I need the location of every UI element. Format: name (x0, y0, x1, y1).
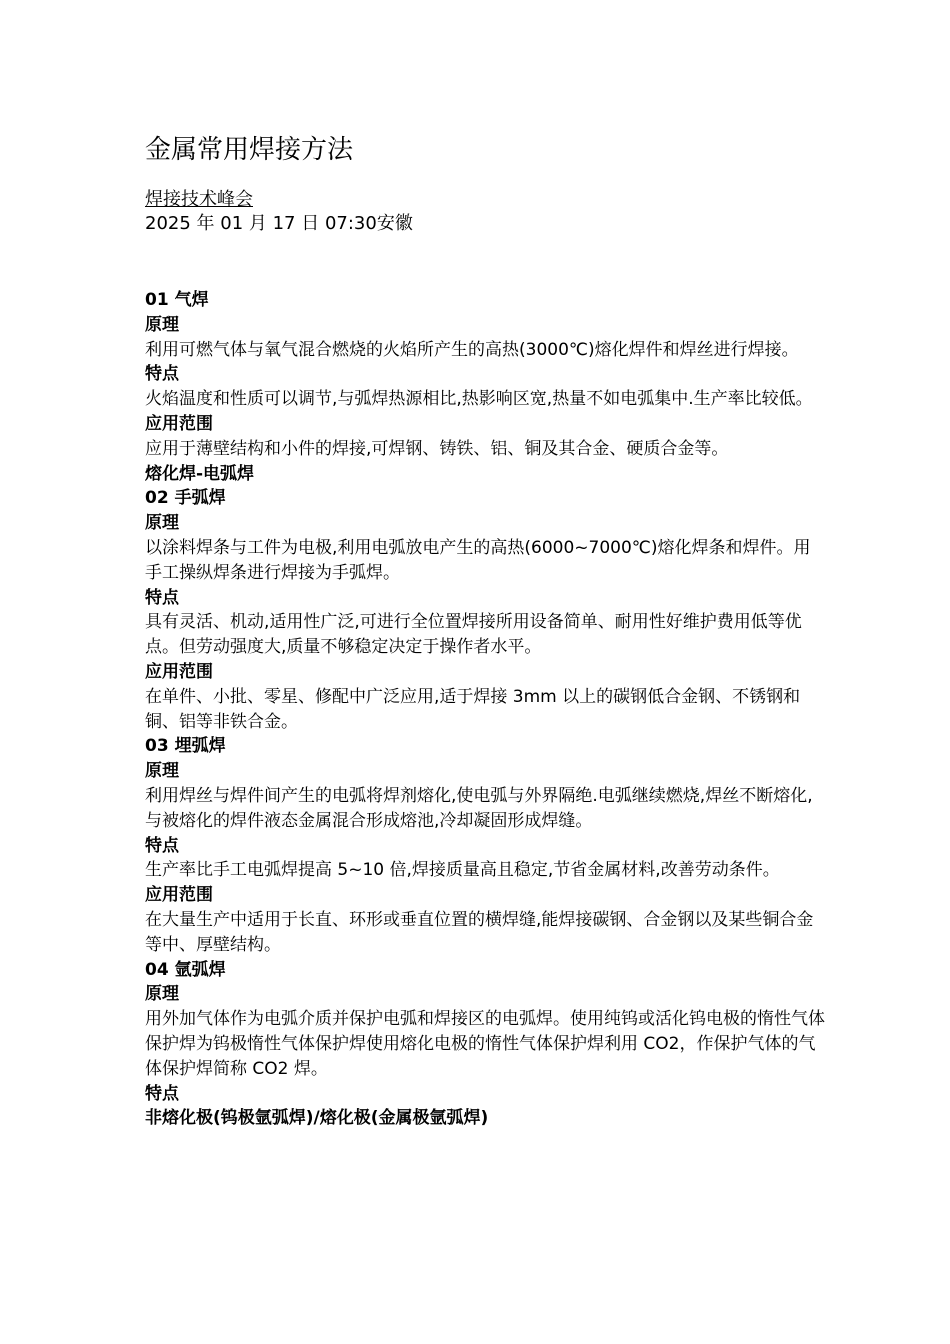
author-link[interactable]: 焊接技术峰会 (145, 189, 253, 210)
section-heading: 原理 (145, 314, 179, 335)
paragraph: 利用焊丝与焊件间产生的电弧将焊剂熔化,使电弧与外界隔绝.电弧继续燃烧,焊丝不断熔化,与被熔化的焊件液态金属混合形成熔池,冷却凝固形成焊缝。 (145, 785, 813, 831)
section-heading: 特点 (145, 835, 179, 856)
section-heading: 特点 (145, 364, 179, 385)
paragraph: 应用于薄壁结构和小件的焊接,可焊钢、铸铁、铝、铜及其合金、硬质合金等。 (145, 438, 729, 459)
section-heading: 原理 (145, 513, 179, 534)
paragraph: 火焰温度和性质可以调节,与弧焊热源相比,热影响区宽,热量不如电弧集中.生产率比较低。 (145, 389, 813, 410)
paragraph: 在单件、小批、零星、修配中广泛应用,适于焊接 3mm 以上的碳钢低合金钢、不锈钢和铜、铝等非铁合金。 (145, 686, 801, 732)
section-heading: 原理 (145, 761, 179, 782)
section-heading: 01 气焊 (145, 290, 209, 310)
paragraph: 利用可燃气体与氧气混合燃烧的火焰所产生的高热(3000℃)熔化焊件和焊丝进行焊接。 (145, 339, 799, 360)
paragraph: 生产率比手工电弧焊提高 5~10 倍,焊接质量高且稳定,节省金属材料,改善劳动条件。 (145, 860, 780, 881)
section-heading: 特点 (145, 1083, 179, 1104)
section-heading: 特点 (145, 587, 179, 608)
section-heading: 应用范围 (145, 885, 213, 906)
paragraph: 具有灵活、机动,适用性广泛,可进行全位置焊接所用设备简单、耐用性好维护费用低等优点。但劳动强度大,质量不够稳定决定于操作者水平。 (145, 612, 802, 658)
article-content (145, 132, 825, 1131)
section-heading: 应用范围 (145, 413, 213, 434)
section-heading: 02 手弧焊 (145, 488, 226, 509)
paragraph: 在大量生产中适用于长直、环形或垂直位置的横焊缝,能焊接碳钢、合金钢以及某些铜合金等中、厚壁结构。 (145, 909, 814, 955)
section-heading: 应用范围 (145, 661, 213, 682)
paragraph: 以涂料焊条与工件为电极,利用电弧放电产生的高热(6000~7000℃)熔化焊条和焊件。用手工操纵焊条进行焊接为手弧焊。 (145, 537, 811, 583)
article-title: 金属常用焊接方法 (145, 135, 354, 165)
paragraph: 用外加气体作为电弧介质并保护电弧和焊接区的电弧焊。使用纯钨或活化钨电极的惰性气体保护焊为钨极惰性气体保护焊使用熔化电极的惰性气体保护焊利用 CO2，作保护气体的气体保护焊简称 CO2 焊。 (145, 1009, 825, 1079)
section-heading: 04 氩弧焊 (145, 959, 226, 980)
section-heading: 非熔化极(钨极氩弧焊)/熔化极(金属极氩弧焊) (145, 1108, 489, 1129)
section-heading: 熔化焊-电弧焊 (145, 463, 255, 484)
section-heading: 原理 (145, 984, 179, 1005)
publish-date: 2025 年 01 月 17 日 07:30安徽 (145, 213, 413, 234)
article-body (145, 288, 825, 1131)
section-heading: 03 埋弧焊 (145, 736, 226, 757)
